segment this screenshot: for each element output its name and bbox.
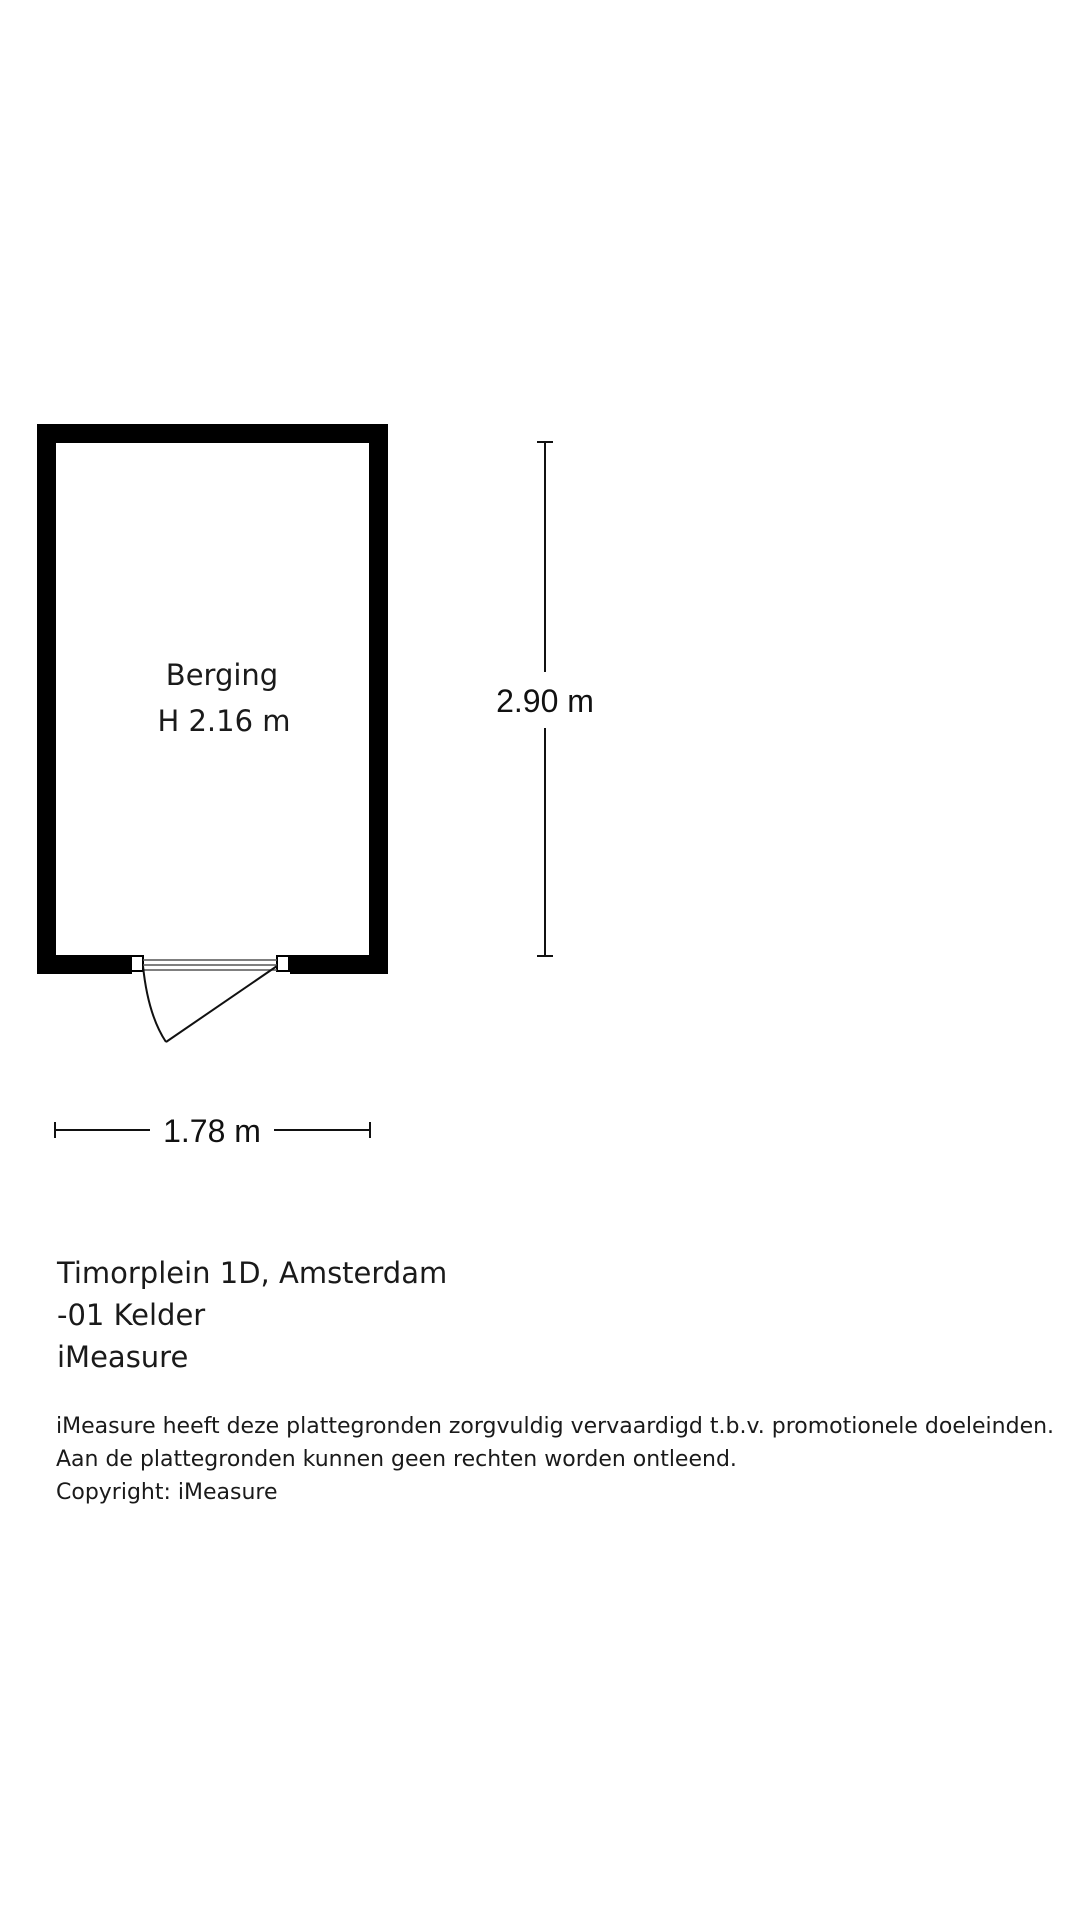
door-jamb-left: [131, 956, 143, 971]
width-dimension: [55, 1113, 370, 1149]
address-block: [57, 1252, 1067, 1378]
room-name: Berging: [165, 658, 279, 692]
copyright-line: Copyright: iMeasure: [56, 1480, 278, 1505]
depth-label: 2.90 m: [496, 683, 594, 719]
address-floor: -01 Kelder: [57, 1298, 206, 1332]
door-leaf: [166, 966, 277, 1042]
address-company: iMeasure: [57, 1340, 189, 1374]
disclaimer-line: iMeasure heeft deze plattegronden zorgvuldig vervaardigd t.b.v. promotionele doeleinden.: [56, 1414, 1055, 1439]
room-floor: [56, 443, 369, 955]
disclaimer-line: Aan de plattegronden kunnen geen rechten worden ontleend.: [56, 1447, 737, 1472]
depth-dimension: [496, 442, 594, 956]
door-swing-arc: [143, 966, 166, 1042]
door: [131, 954, 290, 1042]
door-jamb-right: [277, 956, 289, 971]
address-street: Timorplein 1D, Amsterdam: [57, 1256, 448, 1290]
disclaimer-block: [56, 1410, 1066, 1509]
room-height: H 2.16 m: [157, 704, 291, 738]
width-label: 1.78 m: [163, 1113, 261, 1149]
